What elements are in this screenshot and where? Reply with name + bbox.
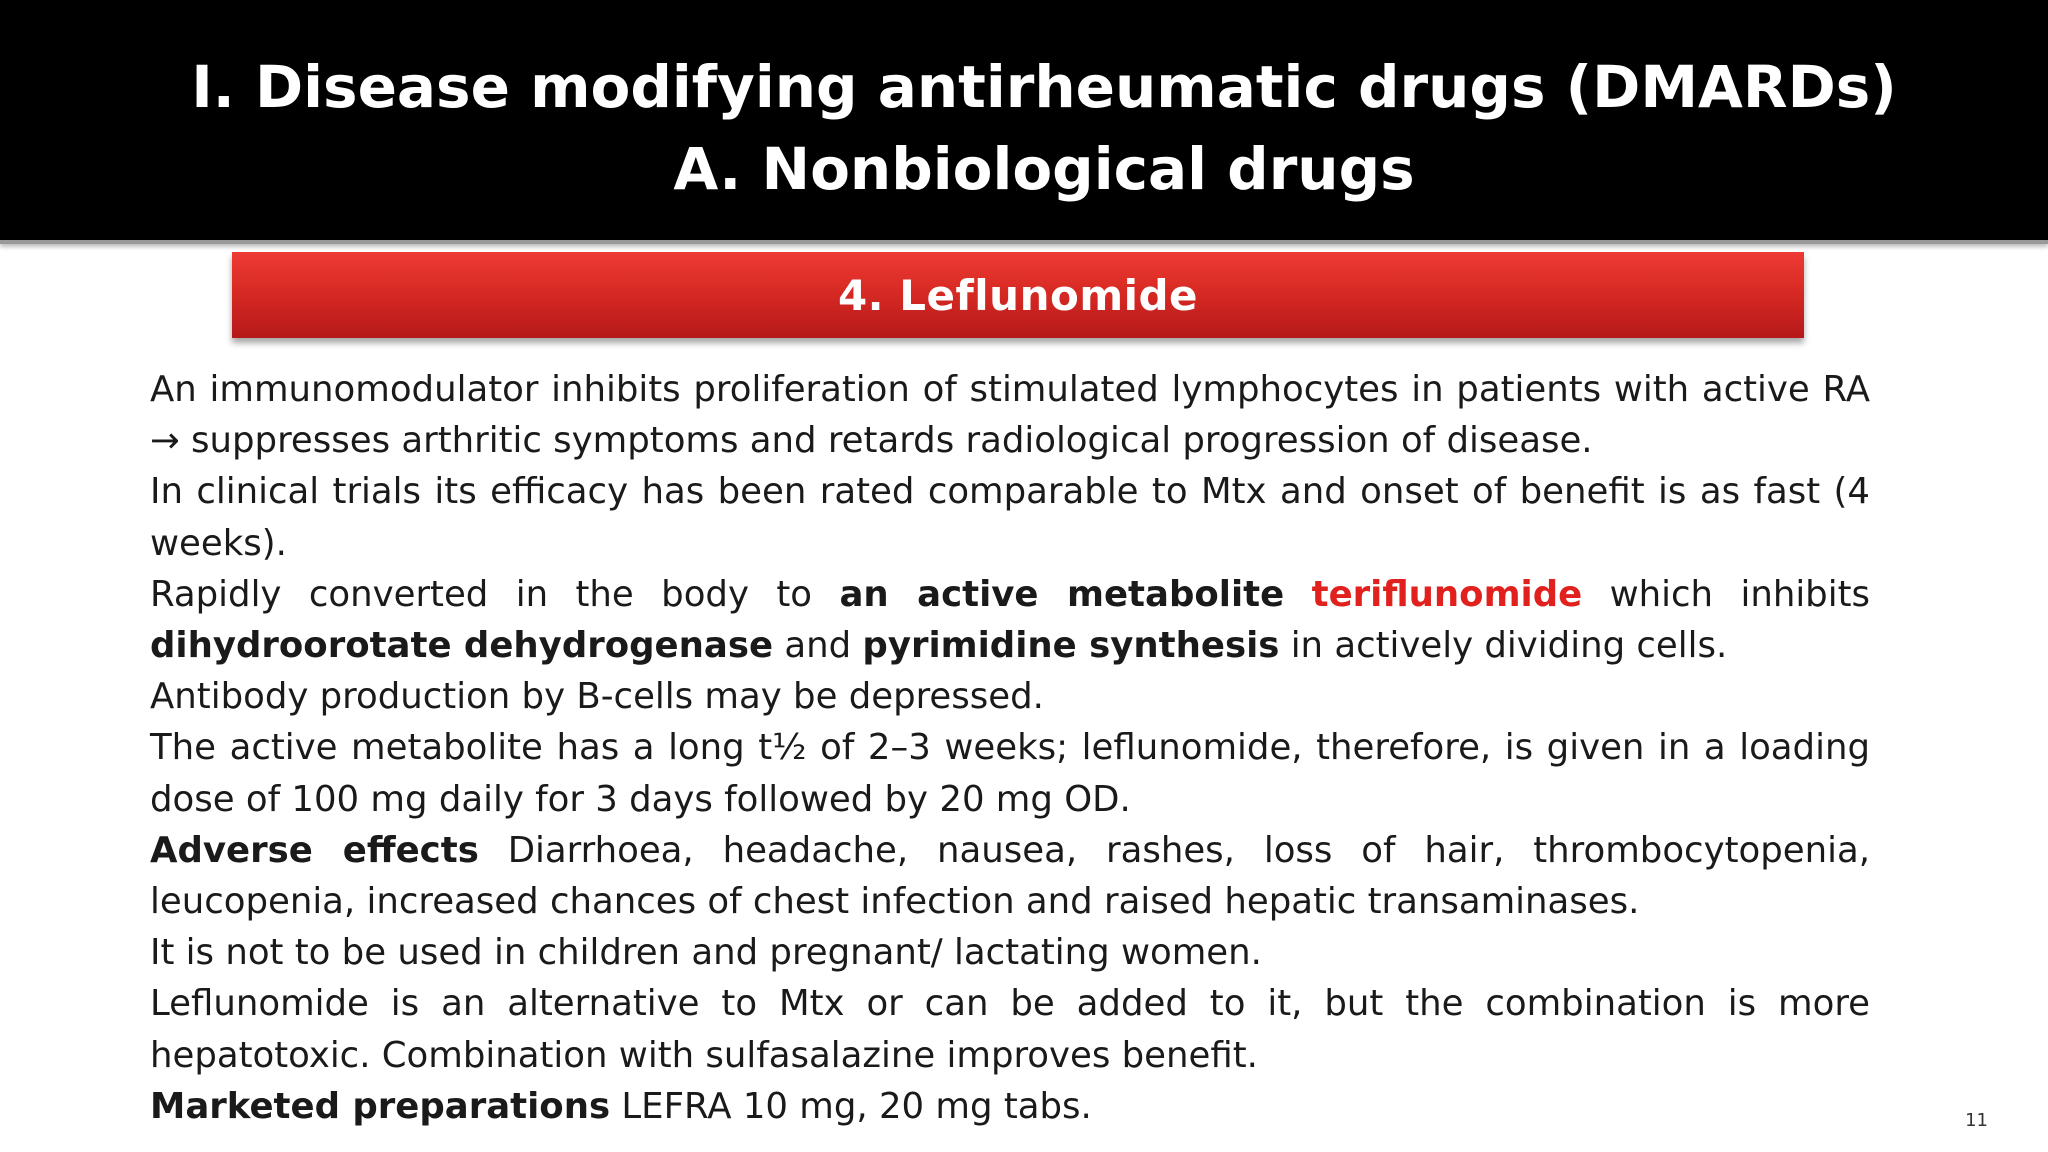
paragraph-efficacy: In clinical trials its efficacy has been rated comparable to Mtx and onset of benefit is as fast (4 weeks).	[150, 471, 1870, 564]
title-bar	[0, 0, 2048, 244]
section-banner	[232, 252, 1804, 338]
text-run	[1284, 574, 1311, 615]
slide-title-line-1: I. Disease modifying antirheumatic drugs (DMARDs)	[191, 53, 1897, 121]
paragraph-metabolite	[150, 569, 1870, 671]
paragraph-mechanism: An immunomodulator inhibits proliferation of stimulated lymphocytes in patients with active RA → suppresses arthritic symptoms and retards radiological progression of disease.	[150, 369, 1870, 462]
text-run: which inhibits	[1582, 573, 1870, 615]
page-number: 11	[1965, 1110, 1988, 1131]
highlight-term-teriflunomide: teriflunomide	[1311, 573, 1583, 615]
slide-title-line-2: A. Nonbiological drugs	[673, 135, 1415, 203]
text-run: LEFRA 10 mg, 20 mg tabs.	[610, 1085, 1092, 1127]
section-heading: 4. Leflunomide	[837, 270, 1199, 320]
bold-term-pyrimidine-synthesis: pyrimidine synthesis	[862, 625, 1280, 667]
paragraph-antibody: Antibody production by B-cells may be depressed.	[150, 676, 1044, 718]
text-run: Rapidly converted in the body to	[150, 573, 840, 615]
paragraph-marketed-preparations	[150, 1081, 1870, 1132]
text-run: and	[773, 625, 863, 667]
bold-term-marketed-preparations: Marketed preparations	[150, 1085, 611, 1127]
bold-term-active-metabolite: an active metabolite	[839, 573, 1285, 615]
paragraph-contraindications: It is not to be used in children and pregnant/ lactating women.	[150, 932, 1262, 974]
paragraph-dosing: The active metabolite has a long t½ of 2–3 weeks; leflunomide, therefore, is given in a loading dose of 100 mg daily for 3 days followed by 20 mg OD.	[150, 727, 1870, 820]
body-text	[150, 364, 1870, 1132]
paragraph-combination: Leflunomide is an alternative to Mtx or can be added to it, but the combination is more hepatotoxic. Combination with sulfasalazine improves benefit.	[150, 983, 1870, 1076]
paragraph-adverse-effects	[150, 825, 1870, 927]
text-run: Diarrhoea, headache, nausea, rashes, loss of hair, thrombocytopenia, leucopenia, increased chances of chest infection and raised hepatic transaminases.	[150, 829, 1870, 923]
bold-term-dhodh: dihydroorotate dehydrogenase	[150, 625, 774, 667]
text-run: in actively dividing cells.	[1279, 625, 1728, 667]
bold-term-adverse-effects: Adverse effects	[150, 829, 479, 871]
